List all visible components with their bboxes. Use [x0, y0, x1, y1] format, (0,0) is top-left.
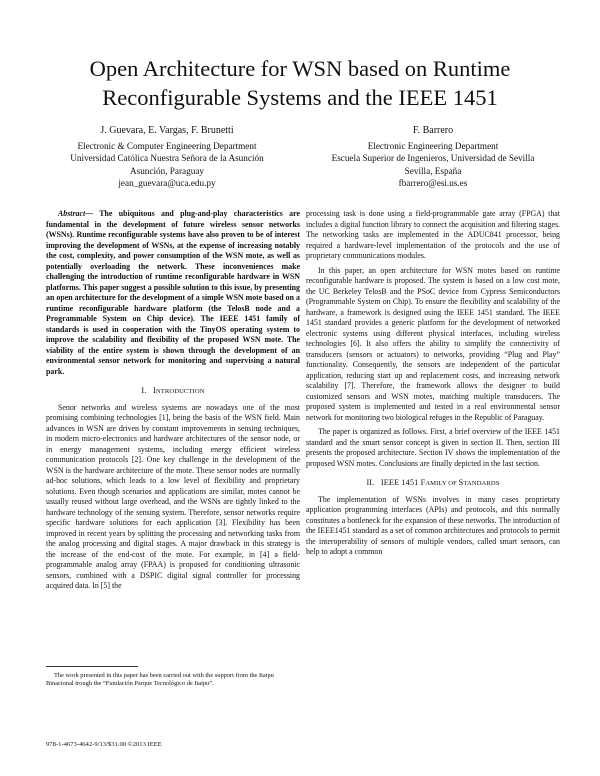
footnote	[46, 672, 300, 688]
title-line-1: Open Architecture for WSN based on Runtime	[89, 56, 511, 81]
author-email: jean_guevara@uca.edu.py	[118, 177, 216, 188]
right-column	[306, 209, 560, 562]
author-block-1	[40, 125, 294, 189]
author-location: Asunción, Paraguay	[130, 165, 204, 176]
intro-paragraph: Senor networks and wireless systems are nowadays one of the most promising combining technologies [1], being the basis of the WSN field. Main advances in WSN are driven by constant improvements in sensing techniques, in modern micro-electronics and hardware architectures of the sensor node, or in energy management systems, including energy efficient wireless communication protocols [2]. One key challenge in the development of the WSN is the hardware architecture of the mote. These sensor nodes are normally ad-hoc solutions, which leads to a low level of flexibility and proprietary solutions. Even though scenarios and applications are similar, motes cannot be usually reused without large overhead, and the WSNs are tightly linked to the hardware technology of the sensing system. Therefore, sensor networks require specific hardware solutions for each application [3]. Flexibility has been improved in recent years by splitting the processing and networking tasks from the analog processing and digital stages. A major drawback in this strategy is the increase of the end-cost of the mote. For example, in [4] a field-programmable analog array (FPAA) is proposed for conditioning ultrasonic sensors, combined with a DSPIC digital signal controller for processing acquired data. In [5] the	[46, 402, 300, 590]
author-department: Electronic Engineering Department	[367, 141, 499, 152]
section-heading-introduction: I. INTRODUCTION	[141, 386, 205, 395]
left-column	[46, 209, 300, 596]
author-block-2	[306, 125, 560, 189]
section-heading-ieee1451: II. IEEE 1451 FAMILY OF STANDARDS	[366, 478, 500, 487]
author-department: Electronic & Computer Engineering Department	[77, 141, 257, 152]
author-institution: Escuela Superior de Ingenieros, Universidad de Sevilla	[331, 153, 535, 164]
author-institution: Universidad Católica Nuestra Señora de la Asunción	[70, 153, 264, 164]
paragraph-organization: The paper is organized as follows. First, a brief overview of the IEEE 1451 standard and the smart sensor concept is given in section II. Then, section III presents the proposed architecture. Section IV shows the implementation of the proposed WSN motes. Conclusions are finally depicted in the last section.	[306, 427, 560, 468]
author-email: fbarrero@esi.us.es	[398, 177, 468, 188]
paper-title	[40, 54, 560, 112]
title-line-2: Reconfigurable Systems and the IEEE 1451	[102, 85, 498, 110]
abstract	[46, 209, 300, 377]
abstract-text: — The ubiquitous and plug-and-play characteristics are fundamental in the development of future wireless sensor networks (WSNs). Runtime reconfigurable systems have also proven to be of interest improving the development of WSNs, at the expense of increasing notably the cost, complexity, and power consumption of the WSN mote, as well as potentially overloading the network. These inconveniences make challenging the introduction of runtime reconfigurable hardware in WSN platforms. This paper suggest a possible solution to this issue, by presenting an open architecture for the development of a simple WSN mote based on a runtime reconfigurable hardware platform (the TelosB node and a Programmable System on Chip device). The IEEE 1451 family of standards is used in cooperation with the TinyOS operating system to improve the scalability and flexibility of the proposed WSN mote. The viability of the entire system is shown through the development of an environmental sensor network for monitoring and supervising a natural park.	[46, 209, 300, 376]
author-names: F. Barrero	[412, 125, 454, 136]
copyright-notice: 978-1-4673-4642-9/13/$31.00 ©2013 IEEE	[46, 741, 162, 748]
author-location: Sevilla, España	[404, 165, 462, 176]
paragraph-proposal: In this paper, an open architecture for WSN motes based on runtime reconfigurable hardware is proposed. The system is based on a low cost mote, the UC Berkeley TelosB and the PSoC device from Cypress Semiconductors (Programmable System on Chip). To ensure the flexibility and scalability of the hardware, a framework is designed using the IEEE 1451 standard. The IEEE 1451 standard provides a generic platform for the development of networked electronic systems using different physical interfaces, including wireless technologies [6]. It also offers the ability to simplify the connectivity of transducers (sensors or actuators) to networks, providing “Plug and Play” functionality. Consequently, the sensors are independent of the particular application, reducing start up and replacement costs, and increasing network scalability [7]. Therefore, the framework allows the designer to build customized sensors and WSN motes, matching multiple transducers. The proposed system is implemented and tested in a real environmental sensor network for monitoring two biological refuges in the Republic of Paraguay.	[306, 265, 560, 422]
paragraph-ieee1451: The implementation of WSNs involves in many cases proprietary application programming interfaces (APIs) and protocols, and this normally constitutes a bottleneck for the expansion of these networks. The introduction of the IEEE1451 standard as a set of common architectures and protocols to permit the interoperability of sensors of multiple vendors, called smart sensors, can help to adopt a common	[306, 494, 560, 556]
footnote-text: The work presented in this paper has been carried out with the support from the Itaipu Binacional trough the “Fundación Parque Tecnológico de Itaipu”.	[46, 672, 274, 687]
author-names: J. Guevara, E. Vargas, F. Brunetti	[100, 125, 234, 136]
paragraph-continued: processing task is done using a field-programmable gate array (FPGA) that includes a digital function library to connect the acquisition and filtering stages. The networking tasks are implemented in the ADUC841 processor, being required a hardware-level implementation of the protocols and the use of proprietary communications modules.	[306, 209, 560, 260]
footnote-rule	[46, 666, 138, 667]
abstract-label: Abstract	[58, 209, 86, 218]
